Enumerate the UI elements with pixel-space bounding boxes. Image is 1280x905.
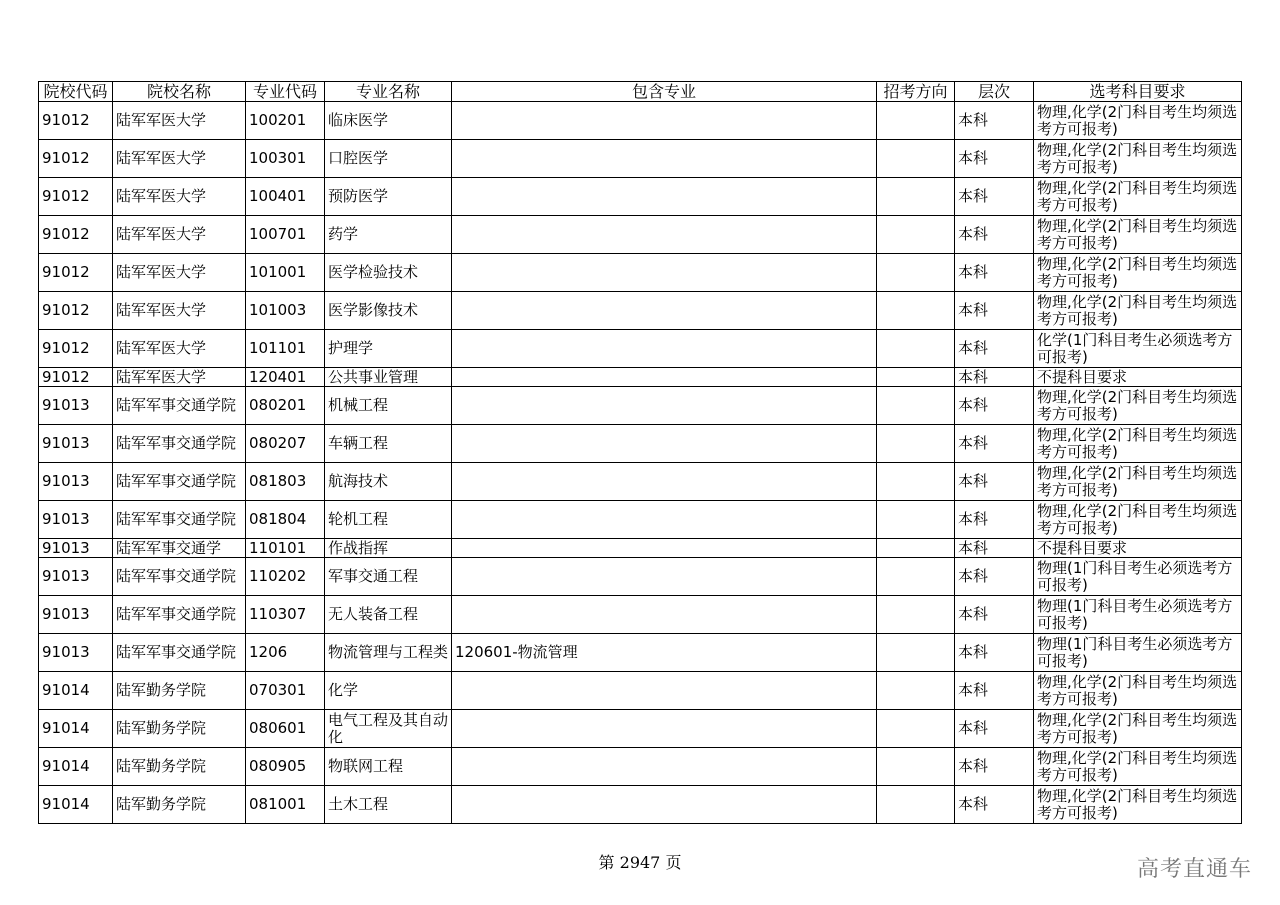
major-code-cell: 100401 [246, 178, 325, 216]
level-cell: 本科 [955, 254, 1034, 292]
column-header: 包含专业 [452, 82, 877, 102]
direction-cell [877, 786, 955, 824]
level-cell: 本科 [955, 634, 1034, 672]
included-majors-cell [452, 254, 877, 292]
subject-requirement-cell: 不提科目要求 [1034, 368, 1242, 387]
level-cell: 本科 [955, 425, 1034, 463]
included-majors-cell [452, 330, 877, 368]
school-code-cell: 91014 [39, 710, 113, 748]
direction-cell [877, 140, 955, 178]
level-cell: 本科 [955, 292, 1034, 330]
major-name-cell: 物联网工程 [325, 748, 452, 786]
included-majors-cell [452, 710, 877, 748]
subject-requirements-table [38, 81, 1242, 824]
table-row [39, 634, 1242, 672]
school-name-cell: 陆军军医大学 [113, 254, 246, 292]
direction-cell [877, 387, 955, 425]
table-row [39, 292, 1242, 330]
major-name-cell: 预防医学 [325, 178, 452, 216]
school-name-cell: 陆军军事交通学院 [113, 501, 246, 539]
school-name-cell: 陆军军事交通学院 [113, 558, 246, 596]
subject-requirement-cell: 物理,化学(2门科目考生均须选考方可报考) [1034, 216, 1242, 254]
major-code-cell: 080905 [246, 748, 325, 786]
table-row [39, 501, 1242, 539]
table-row [39, 672, 1242, 710]
school-code-cell: 91012 [39, 140, 113, 178]
direction-cell [877, 292, 955, 330]
table-row [39, 425, 1242, 463]
school-code-cell: 91013 [39, 596, 113, 634]
direction-cell [877, 368, 955, 387]
subject-requirement-cell: 不提科目要求 [1034, 539, 1242, 558]
page-number: 第 2947 页 [598, 853, 682, 872]
school-code-cell: 91012 [39, 368, 113, 387]
major-code-cell: 080601 [246, 710, 325, 748]
direction-cell [877, 748, 955, 786]
major-name-cell: 无人装备工程 [325, 596, 452, 634]
school-code-cell: 91012 [39, 292, 113, 330]
school-name-cell: 陆军军事交通学院 [113, 634, 246, 672]
table-row [39, 387, 1242, 425]
school-name-cell: 陆军军事交通学院 [113, 387, 246, 425]
school-name-cell: 陆军军医大学 [113, 216, 246, 254]
level-cell: 本科 [955, 672, 1034, 710]
column-header: 层次 [955, 82, 1034, 102]
major-code-cell: 101003 [246, 292, 325, 330]
subject-requirement-cell: 物理,化学(2门科目考生均须选考方可报考) [1034, 102, 1242, 140]
school-name-cell: 陆军军事交通学院 [113, 596, 246, 634]
direction-cell [877, 672, 955, 710]
subject-requirement-cell: 物理,化学(2门科目考生均须选考方可报考) [1034, 672, 1242, 710]
school-code-cell: 91013 [39, 501, 113, 539]
direction-cell [877, 254, 955, 292]
level-cell: 本科 [955, 539, 1034, 558]
subject-requirement-cell: 物理,化学(2门科目考生均须选考方可报考) [1034, 292, 1242, 330]
school-code-cell: 91012 [39, 216, 113, 254]
level-cell: 本科 [955, 102, 1034, 140]
direction-cell [877, 463, 955, 501]
included-majors-cell [452, 368, 877, 387]
major-code-cell: 070301 [246, 672, 325, 710]
subject-requirement-cell: 物理,化学(2门科目考生均须选考方可报考) [1034, 710, 1242, 748]
major-code-cell: 100201 [246, 102, 325, 140]
major-code-cell: 080201 [246, 387, 325, 425]
table-row [39, 178, 1242, 216]
included-majors-cell [452, 501, 877, 539]
subject-requirement-cell: 物理,化学(2门科目考生均须选考方可报考) [1034, 748, 1242, 786]
major-code-cell: 110307 [246, 596, 325, 634]
included-majors-cell [452, 140, 877, 178]
subject-requirement-cell: 物理,化学(2门科目考生均须选考方可报考) [1034, 178, 1242, 216]
table-row [39, 140, 1242, 178]
school-name-cell: 陆军勤务学院 [113, 672, 246, 710]
major-code-cell: 081001 [246, 786, 325, 824]
school-code-cell: 91013 [39, 387, 113, 425]
direction-cell [877, 558, 955, 596]
included-majors-cell [452, 178, 877, 216]
included-majors-cell [452, 539, 877, 558]
school-code-cell: 91013 [39, 463, 113, 501]
school-name-cell: 陆军军事交通学院 [113, 463, 246, 501]
direction-cell [877, 501, 955, 539]
table-row [39, 786, 1242, 824]
subject-requirement-cell: 物理,化学(2门科目考生均须选考方可报考) [1034, 501, 1242, 539]
subject-requirement-cell: 物理(1门科目考生必须选考方可报考) [1034, 634, 1242, 672]
included-majors-cell [452, 102, 877, 140]
level-cell: 本科 [955, 368, 1034, 387]
major-name-cell: 军事交通工程 [325, 558, 452, 596]
school-name-cell: 陆军军医大学 [113, 330, 246, 368]
major-code-cell: 081804 [246, 501, 325, 539]
school-code-cell: 91014 [39, 672, 113, 710]
major-name-cell: 公共事业管理 [325, 368, 452, 387]
school-name-cell: 陆军军医大学 [113, 102, 246, 140]
school-name-cell: 陆军军医大学 [113, 368, 246, 387]
direction-cell [877, 178, 955, 216]
table-row [39, 368, 1242, 387]
level-cell: 本科 [955, 710, 1034, 748]
included-majors-cell [452, 387, 877, 425]
table-row [39, 596, 1242, 634]
level-cell: 本科 [955, 786, 1034, 824]
included-majors-cell [452, 558, 877, 596]
major-code-cell: 1206 [246, 634, 325, 672]
included-majors-cell [452, 786, 877, 824]
level-cell: 本科 [955, 216, 1034, 254]
school-name-cell: 陆军军医大学 [113, 140, 246, 178]
major-name-cell: 护理学 [325, 330, 452, 368]
column-header: 选考科目要求 [1034, 82, 1242, 102]
included-majors-cell [452, 672, 877, 710]
major-code-cell: 100701 [246, 216, 325, 254]
school-name-cell: 陆军勤务学院 [113, 748, 246, 786]
included-majors-cell [452, 292, 877, 330]
table-row [39, 748, 1242, 786]
level-cell: 本科 [955, 748, 1034, 786]
included-majors-cell [452, 748, 877, 786]
major-code-cell: 110202 [246, 558, 325, 596]
level-cell: 本科 [955, 463, 1034, 501]
major-name-cell: 医学影像技术 [325, 292, 452, 330]
major-code-cell: 110101 [246, 539, 325, 558]
subject-requirement-cell: 物理,化学(2门科目考生均须选考方可报考) [1034, 254, 1242, 292]
school-code-cell: 91013 [39, 425, 113, 463]
major-name-cell: 轮机工程 [325, 501, 452, 539]
subject-requirement-cell: 物理,化学(2门科目考生均须选考方可报考) [1034, 140, 1242, 178]
level-cell: 本科 [955, 501, 1034, 539]
school-code-cell: 91013 [39, 634, 113, 672]
school-name-cell: 陆军军医大学 [113, 292, 246, 330]
column-header: 专业代码 [246, 82, 325, 102]
level-cell: 本科 [955, 140, 1034, 178]
level-cell: 本科 [955, 558, 1034, 596]
major-name-cell: 作战指挥 [325, 539, 452, 558]
school-name-cell: 陆军军事交通学院 [113, 425, 246, 463]
major-name-cell: 车辆工程 [325, 425, 452, 463]
watermark: 高考直通车 [1136, 857, 1252, 882]
school-code-cell: 91014 [39, 748, 113, 786]
included-majors-cell [452, 463, 877, 501]
subject-requirement-cell: 化学(1门科目考生必须选考方可报考) [1034, 330, 1242, 368]
table-row [39, 463, 1242, 501]
school-name-cell: 陆军勤务学院 [113, 710, 246, 748]
major-code-cell: 080207 [246, 425, 325, 463]
column-header: 专业名称 [325, 82, 452, 102]
school-code-cell: 91012 [39, 254, 113, 292]
direction-cell [877, 596, 955, 634]
direction-cell [877, 539, 955, 558]
table-row [39, 539, 1242, 558]
major-name-cell: 物流管理与工程类 [325, 634, 452, 672]
included-majors-cell: 120601-物流管理 [452, 634, 877, 672]
table-row [39, 558, 1242, 596]
major-code-cell: 101101 [246, 330, 325, 368]
included-majors-cell [452, 596, 877, 634]
major-name-cell: 医学检验技术 [325, 254, 452, 292]
included-majors-cell [452, 216, 877, 254]
subject-requirement-cell: 物理,化学(2门科目考生均须选考方可报考) [1034, 463, 1242, 501]
table-row [39, 216, 1242, 254]
direction-cell [877, 634, 955, 672]
table-body [39, 102, 1242, 824]
school-code-cell: 91014 [39, 786, 113, 824]
table-row [39, 710, 1242, 748]
level-cell: 本科 [955, 387, 1034, 425]
major-name-cell: 药学 [325, 216, 452, 254]
major-name-cell: 机械工程 [325, 387, 452, 425]
major-code-cell: 100301 [246, 140, 325, 178]
level-cell: 本科 [955, 330, 1034, 368]
major-code-cell: 120401 [246, 368, 325, 387]
school-code-cell: 91012 [39, 178, 113, 216]
subject-requirement-cell: 物理,化学(2门科目考生均须选考方可报考) [1034, 786, 1242, 824]
included-majors-cell [452, 425, 877, 463]
direction-cell [877, 216, 955, 254]
direction-cell [877, 330, 955, 368]
school-name-cell: 陆军军事交通学 [113, 539, 246, 558]
column-header: 院校名称 [113, 82, 246, 102]
level-cell: 本科 [955, 596, 1034, 634]
table-row [39, 254, 1242, 292]
subject-requirement-cell: 物理(1门科目考生必须选考方可报考) [1034, 558, 1242, 596]
school-code-cell: 91013 [39, 539, 113, 558]
table-row [39, 102, 1242, 140]
school-code-cell: 91012 [39, 330, 113, 368]
school-code-cell: 91012 [39, 102, 113, 140]
direction-cell [877, 425, 955, 463]
header-row [39, 82, 1242, 102]
major-name-cell: 航海技术 [325, 463, 452, 501]
school-code-cell: 91013 [39, 558, 113, 596]
subject-requirement-cell: 物理,化学(2门科目考生均须选考方可报考) [1034, 387, 1242, 425]
subject-requirement-cell: 物理(1门科目考生必须选考方可报考) [1034, 596, 1242, 634]
major-name-cell: 化学 [325, 672, 452, 710]
column-header: 院校代码 [39, 82, 113, 102]
major-name-cell: 临床医学 [325, 102, 452, 140]
level-cell: 本科 [955, 178, 1034, 216]
direction-cell [877, 710, 955, 748]
major-code-cell: 081803 [246, 463, 325, 501]
major-name-cell: 电气工程及其自动化 [325, 710, 452, 748]
major-code-cell: 101001 [246, 254, 325, 292]
school-name-cell: 陆军军医大学 [113, 178, 246, 216]
major-name-cell: 土木工程 [325, 786, 452, 824]
school-name-cell: 陆军勤务学院 [113, 786, 246, 824]
direction-cell [877, 102, 955, 140]
subject-requirement-cell: 物理,化学(2门科目考生均须选考方可报考) [1034, 425, 1242, 463]
major-name-cell: 口腔医学 [325, 140, 452, 178]
table-row [39, 330, 1242, 368]
column-header: 招考方向 [877, 82, 955, 102]
